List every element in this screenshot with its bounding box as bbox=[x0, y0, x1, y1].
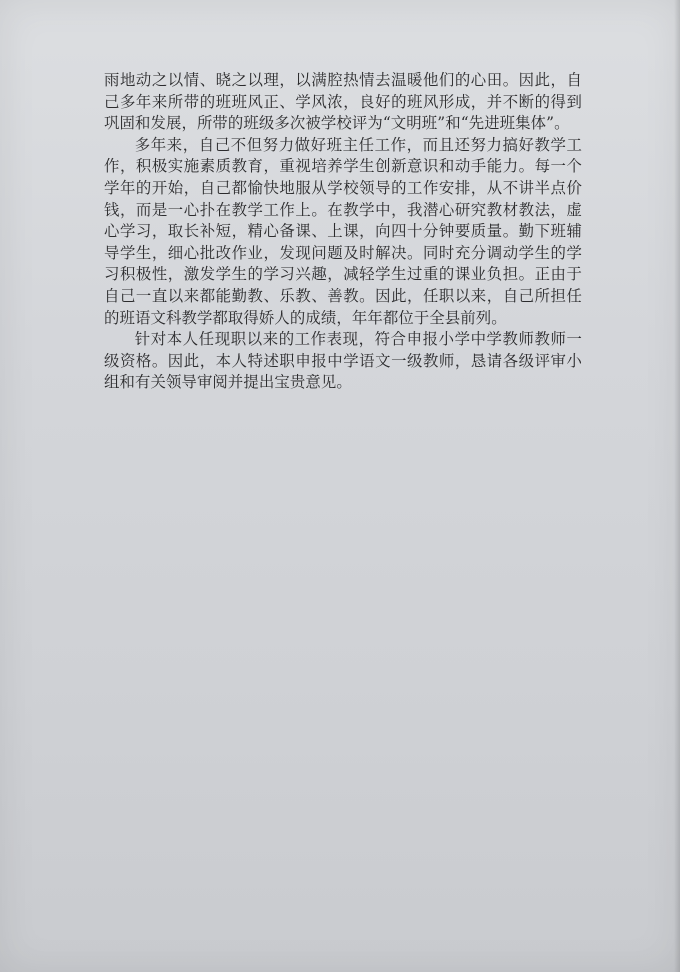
paragraph-teaching-work: 多年来，自己不但努力做好班主任工作，而且还努力搞好教学工作，积极实施素质教育，重视培养学生创新意识和动手能力。每一个学年的开始，自己都愉快地服从学校领导的工作安排，从不讲半点价钱，而是一心扑在教学工作上。在教学中，我潜心研究教材教法，虚心学习，取长补短，精心备课、上课，向四十分钟要质量。勤下班辅导学生，细心批改作业，发现问题及时解决。同时充分调动学生的学习积极性，激发学生的学习兴趣，减轻学生过重的课业负担。正由于自己一直以来都能勤教、乐教、善教。因此，任职以来，自己所担任的班语文科教学都取得娇人的成绩，年年都位于全县前列。 bbox=[104, 135, 582, 327]
paragraph-conclusion: 针对本人任现职以来的工作表现，符合申报小学中学教师教师一级资格。因此，本人特述职申报中学语文一级教师，恳请各级评审小组和有关领导审阅并提出宝贵意见。 bbox=[104, 330, 582, 392]
paper-edge-shadow bbox=[674, 0, 680, 972]
document-body bbox=[104, 70, 582, 394]
paragraph-continuation: 雨地动之以情、晓之以理，以满腔热情去温暖他们的心田。因此，自己多年来所带的班班风正、学风浓，良好的班风形成，并不断的得到巩固和发展，所带的班级多次被学校评为“文明班”和“先进班集体”。 bbox=[104, 71, 582, 133]
